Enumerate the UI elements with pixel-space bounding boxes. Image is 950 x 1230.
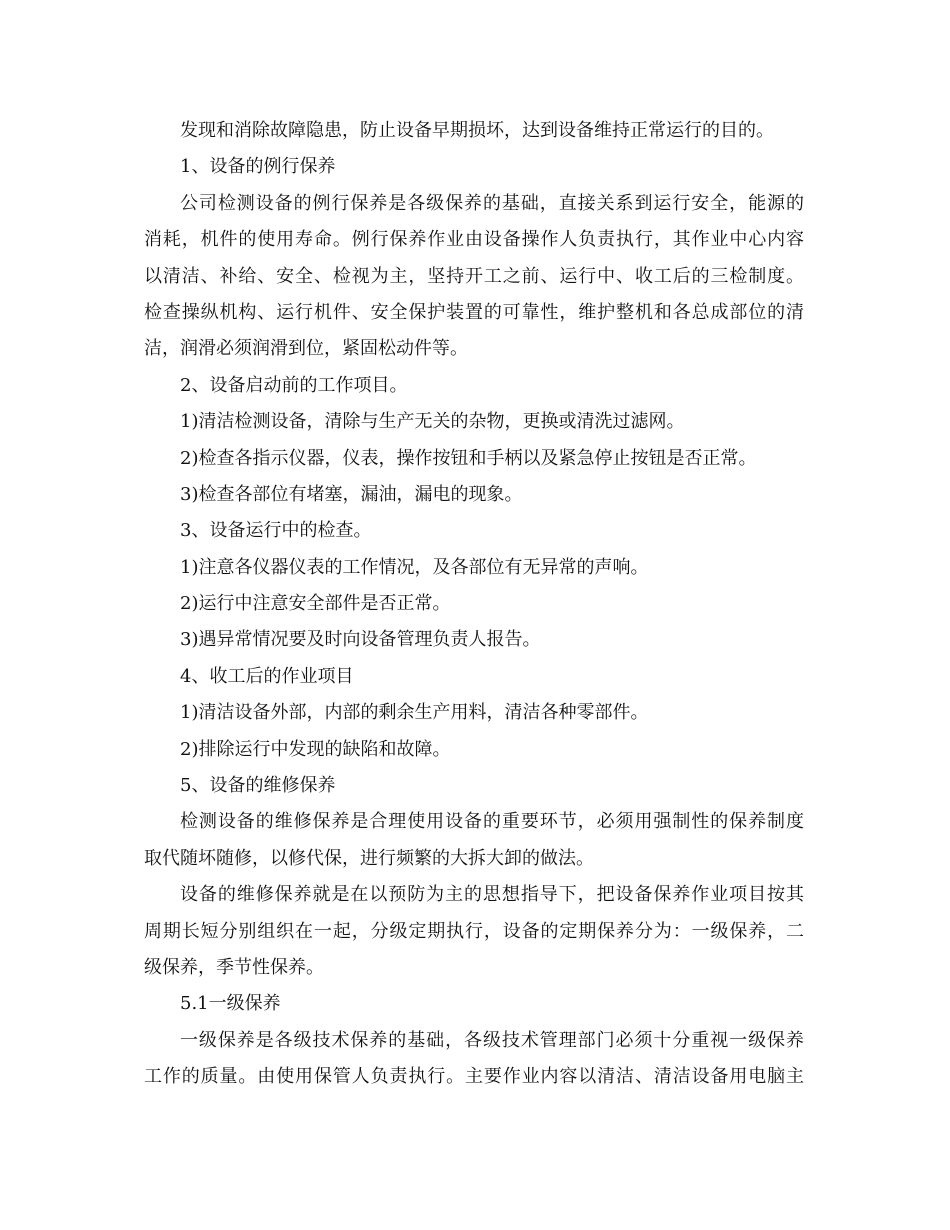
text-line: 级保养，季节性保养。 (144, 956, 324, 978)
text-line: 取代随坏随修，以修代保，进行频繁的大拆大卸的做法。 (144, 847, 594, 869)
text-line: 以清洁、补给、安全、检视为主，坚持开工之前、运行中、收工后的三检制度。 (144, 265, 804, 287)
text-line: 设备的维修保养就是在以预防为主的思想指导下，把设备保养作业项目按其 (180, 884, 804, 906)
text-line: 消耗，机件的使用寿命。例行保养作业由设备操作人负责执行，其作业中心内容 (144, 229, 804, 251)
text-line: 检查操纵机构、运行机件、安全保护装置的可靠性，维护整机和各总成部位的清 (144, 301, 804, 323)
text-line: 4、收工后的作业项目 (180, 665, 354, 687)
text-line: 1)清洁设备外部，内部的剩余生产用料，清洁各种零部件。 (180, 702, 649, 724)
text-line: 2)检查各指示仪器，仪表，操作按钮和手柄以及紧急停止按钮是否正常。 (180, 447, 757, 469)
text-line: 公司检测设备的例行保养是各级保养的基础，直接关系到运行安全，能源的 (180, 192, 804, 214)
text-line: 一级保养是各级技术保养的基础，各级技术管理部门必须十分重视一级保养 (180, 1029, 804, 1051)
text-line: 5.1一级保养 (180, 993, 281, 1015)
text-line: 1)注意各仪器仪表的工作情况，及各部位有无异常的声响。 (180, 556, 649, 578)
text-line: 检测设备的维修保养是合理使用设备的重要环节，必须用强制性的保养制度 (180, 811, 804, 833)
text-line: 2)排除运行中发现的缺陷和故障。 (180, 738, 451, 760)
text-line: 3)检查各部位有堵塞，漏油，漏电的现象。 (180, 483, 523, 505)
text-line: 1、设备的例行保养 (180, 156, 336, 178)
text-line: 3、设备运行中的检查。 (180, 520, 372, 542)
text-line: 3)遇异常情况要及时向设备管理负责人报告。 (180, 629, 541, 651)
document-body (144, 113, 804, 1096)
text-line: 周期长短分别组织在一起，分级定期执行，设备的定期保养分为：一级保养，二 (144, 920, 804, 942)
text-line: 1)清洁检测设备，清除与生产无关的杂物，更换或清洗过滤网。 (180, 411, 685, 433)
text-line: 工作的质量。由使用保管人负责执行。主要作业内容以清洁、清洁设备用电脑主 (144, 1066, 804, 1088)
text-line: 洁，润滑必须润滑到位，紧固松动件等。 (144, 338, 468, 360)
text-line: 5、设备的维修保养 (180, 775, 336, 797)
text-line: 2、设备启动前的工作项目。 (180, 374, 408, 396)
text-line: 发现和消除故障隐患，防止设备早期损坏，达到设备维持正常运行的目的。 (180, 120, 774, 141)
text-line: 2)运行中注意安全部件是否正常。 (180, 593, 451, 615)
